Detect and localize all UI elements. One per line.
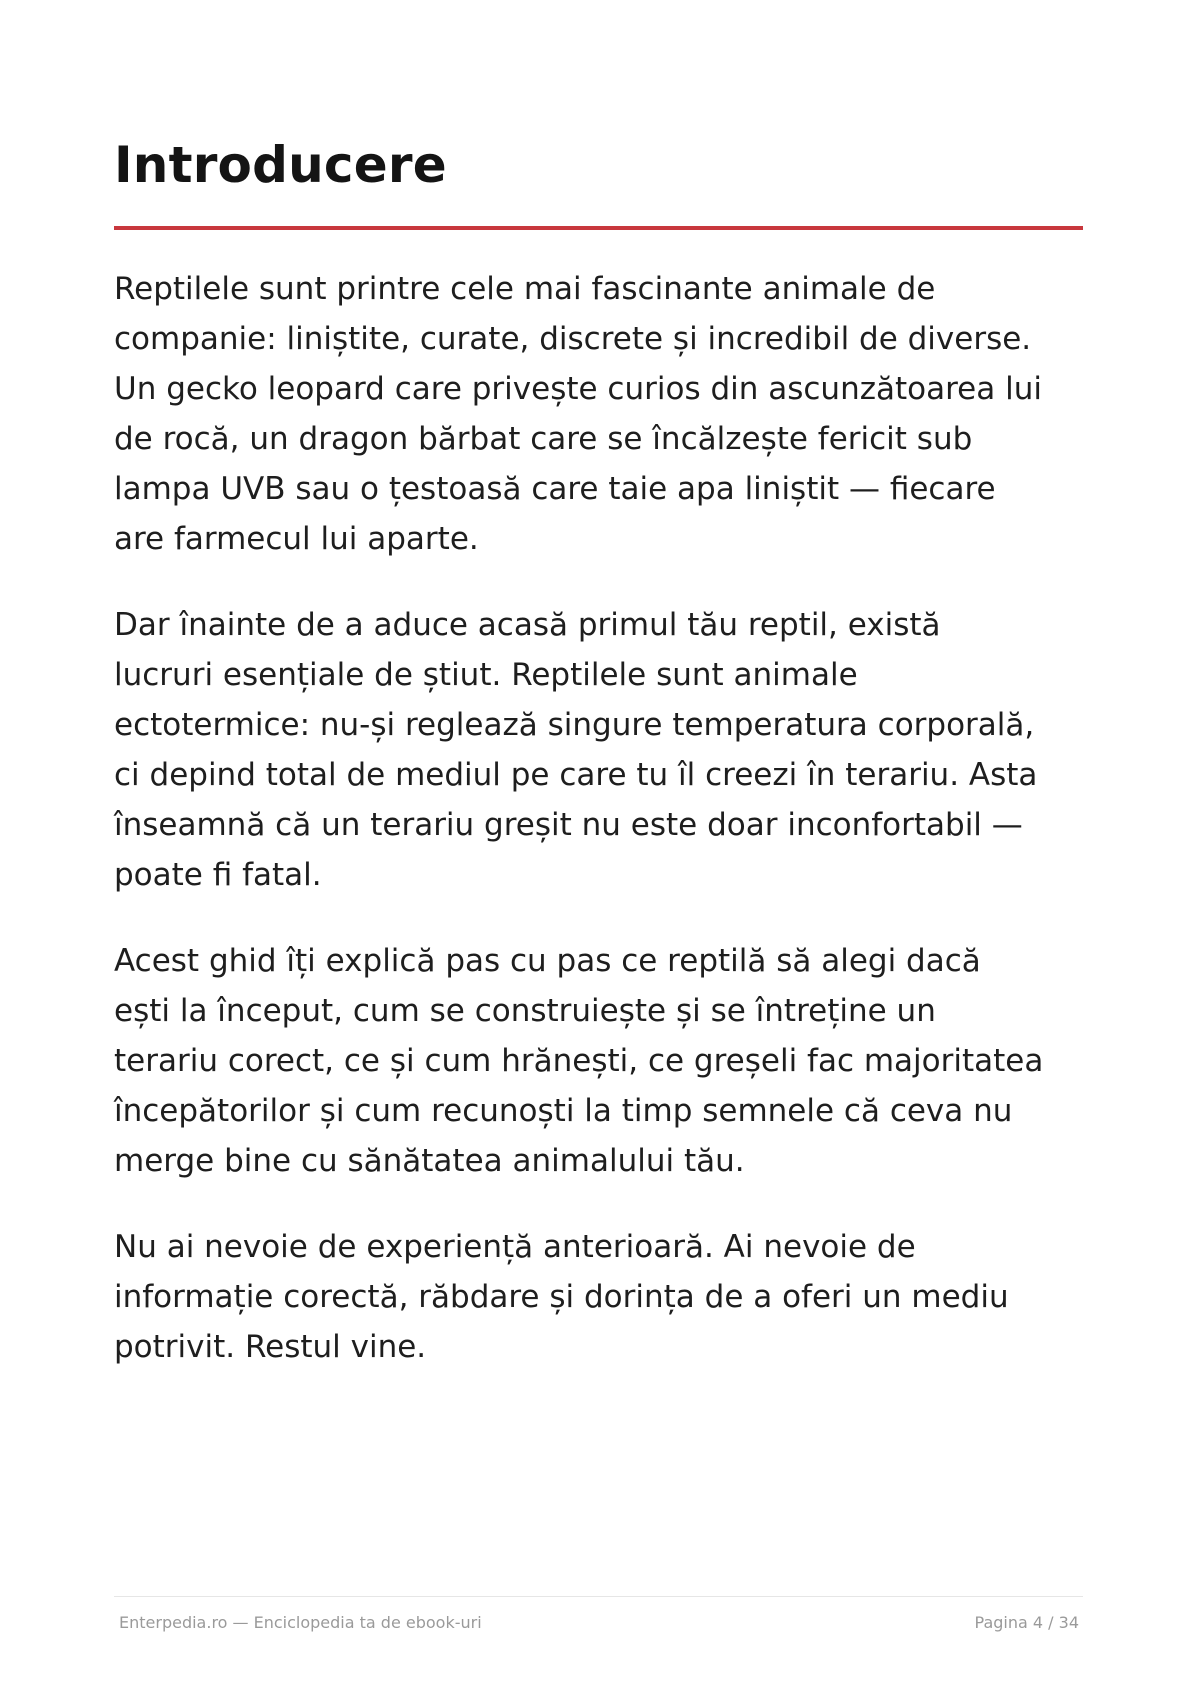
footer-site-name: Enterpedia.ro — Enciclopedia ta de ebook-uri — [119, 1613, 482, 1632]
footer-divider — [114, 1596, 1083, 1597]
page-number: Pagina 4 / 34 — [974, 1613, 1079, 1632]
title-underline — [114, 226, 1083, 230]
paragraph-3: Acest ghid îți explică pas cu pas ce reptilă să alegi dacă ești la început, cum se construiește și se întreține un terariu corect, ce și cum hrănești, ce greșeli fac majoritatea începătorilor și cum recunoști la timp semnele că ceva nu merge bine cu sănătatea animalului tău. — [114, 943, 1044, 1179]
body-text — [114, 264, 1083, 1408]
document-page — [114, 0, 1083, 1683]
paragraph-4: Nu ai nevoie de experiență anterioară. Ai nevoie de informație corectă, răbdare și dorința de a oferi un mediu potrivit. Restul vine. — [114, 1229, 1009, 1365]
paragraph-1: Reptilele sunt printre cele mai fascinante animale de companie: liniștite, curate, discrete și incredibil de diverse. Un gecko leopard care privește curios din ascunzătoarea lui de rocă, un dragon bărbat care se încălzește fericit sub lampa UVB sau o țestoasă care taie apa liniștit — fiecare are farmecul lui aparte. — [114, 271, 1042, 557]
page-title: Introducere — [114, 136, 447, 194]
paragraph-2: Dar înainte de a aduce acasă primul tău reptil, există lucruri esențiale de știut. Reptilele sunt animale ectotermice: nu-și reglează singure temperatura corporală, ci depind total de mediul pe care tu îl creezi în terariu. Asta înseamnă că un terariu greșit nu este doar inconfortabil — poate fi fatal. — [114, 607, 1038, 893]
